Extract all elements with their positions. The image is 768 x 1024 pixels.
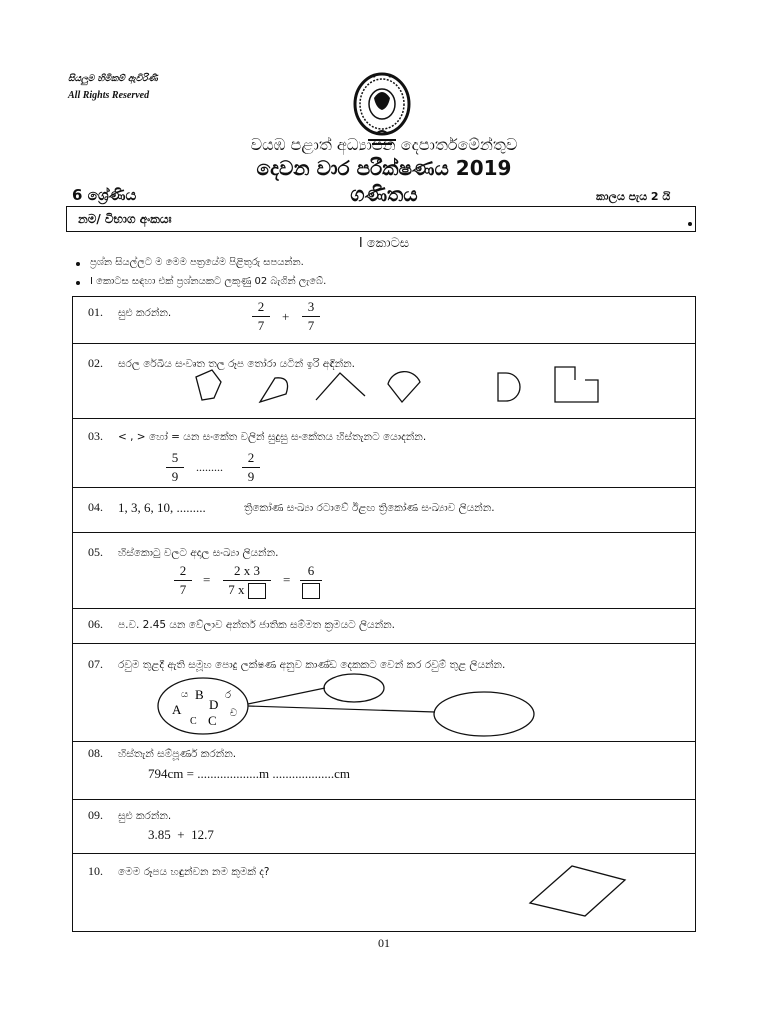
question-8-text: හිස්තැන් සම්පූර්ණ කරන්න.: [118, 748, 237, 760]
question-5-equals-2: =: [283, 572, 291, 587]
question-1-fraction-b: 3 7: [302, 299, 320, 334]
question-4-sequence: 1, 3, 6, 10, .........: [118, 500, 206, 515]
question-2-shapes: [190, 362, 620, 412]
set-item: ච: [230, 708, 238, 719]
question-1-fraction-a: 2 7: [252, 299, 270, 334]
question-7-number: 07.: [88, 657, 103, 671]
answer-circle-1: [324, 674, 384, 702]
set-item: ය: [181, 689, 189, 700]
set-item: D: [209, 697, 219, 712]
answer-circle-2: [434, 692, 534, 736]
time-allowed: කාලය පැය 2 යි: [596, 190, 671, 203]
question-4-text: ත්‍රිකෝණ සංඛ්‍යා රටාවේ ඊළඟ ත්‍රිකෝණ සංඛ්‍යාව ලියන්න.: [244, 502, 495, 514]
question-1-operator: +: [282, 309, 290, 324]
page-number: 01: [378, 936, 390, 950]
question-2-number: 02.: [88, 356, 103, 370]
divider: [72, 532, 696, 533]
part-title: I කොටස: [358, 236, 410, 251]
question-8-number: 08.: [88, 746, 103, 760]
question-3-blank[interactable]: .........: [196, 460, 223, 474]
question-3-text: < , > හෝ = යන සංකේත වලින් සුදුසු සංකේතය හිස්තැනට යොදන්න.: [118, 431, 427, 443]
question-6-text: ප.ව. 2.45 යන වේලාව අන්තර් ජාතික සම්මත ක්‍රමයට ලියන්න.: [118, 619, 395, 631]
set-item: B: [195, 687, 204, 702]
question-3-fraction-b: 2 9: [242, 450, 260, 485]
instruction-1: ප්‍රශ්න සියල්ලට ම මෙම පත්‍රයේම පිළිතුරු සපයන්න.: [90, 257, 304, 268]
question-10-parallelogram: [520, 858, 640, 918]
divider: [72, 853, 696, 854]
copyright-sinhala: සියලුම හිමිකම් ඇවිරිණි: [68, 74, 158, 84]
question-3-number: 03.: [88, 429, 103, 443]
question-5-text: හිස්කොටු වලට අදාල සංඛ්‍යා ලියන්න.: [118, 547, 279, 559]
question-10-number: 10.: [88, 864, 103, 878]
question-5-number: 05.: [88, 545, 103, 559]
pentagon-shape: [196, 370, 221, 400]
set-item: A: [172, 702, 182, 717]
question-3-fraction-a: 5 9: [166, 450, 184, 485]
question-5-fraction-b: 2 x 3 7 x: [223, 563, 271, 599]
grade-label: 6 ශ්‍රේණිය: [72, 186, 137, 204]
question-2-text: සරල රේඛීය සංවෘත තල රූප තෝරා යටින් ඉරි අඳින්න.: [118, 358, 355, 370]
divider: [72, 643, 696, 644]
question-5-fraction-a: 2 7: [174, 563, 192, 598]
question-1-text: සුළු කරන්න.: [118, 307, 172, 319]
question-5-fraction-c: 6: [300, 563, 322, 599]
set-item: C: [190, 716, 197, 727]
rhombus-shape: [530, 866, 625, 916]
bullet-icon: [76, 262, 80, 266]
set-item: ර: [225, 690, 232, 701]
d-shape: [498, 373, 520, 401]
copyright-english: All Rights Reserved: [68, 90, 150, 101]
question-4-number: 04.: [88, 500, 103, 514]
divider: [72, 608, 696, 609]
sector-shape: [388, 372, 420, 402]
question-1-number: 01.: [88, 305, 103, 319]
question-7-text: රවුම තුළදී ඇති සමූහ පොදු ලක්ෂණ අනුව කාණ්ඩ දෙකකට වෙන් කර රවුම් තුළ ලියන්න.: [118, 659, 506, 671]
answer-box[interactable]: [302, 583, 320, 599]
department-title: වයඹ පළාත් අධ්‍යාපන දෙපාර්තමේන්තුව: [250, 135, 518, 154]
set-item: C: [208, 713, 217, 728]
name-field-label: නම/ විභාග අංකයඃ: [78, 212, 172, 226]
name-field-dot: [688, 222, 692, 226]
divider: [72, 418, 696, 419]
angle-shape: [316, 373, 365, 400]
answer-box[interactable]: [248, 583, 266, 599]
question-9-expression: 3.85 + 12.7: [148, 827, 214, 842]
curved-shape: [260, 378, 288, 402]
question-6-number: 06.: [88, 617, 103, 631]
divider: [72, 343, 696, 344]
question-10-text: මෙම රූපය හඳුන්වන නම කුමක් ද?: [118, 866, 270, 878]
question-9-number: 09.: [88, 808, 103, 822]
bullet-icon: [76, 281, 80, 285]
open-square-shape: [555, 367, 598, 402]
question-7-venn: [150, 672, 540, 742]
question-8-expression[interactable]: 794cm = ...................m ...................cm: [148, 766, 350, 781]
question-5-equals-1: =: [203, 572, 211, 587]
divider: [72, 487, 696, 488]
divider: [72, 799, 696, 800]
exam-title: දෙවන වාර පරීක්ෂණය 2019: [256, 156, 512, 180]
instruction-2: I කොටස සඳහා එක් ප්‍රශ්නයකට ලකුණු 02 බැගින් ලැබේ.: [90, 276, 327, 287]
subject-title: ගණිතය: [350, 182, 418, 206]
question-9-text: සුළු කරන්න.: [118, 810, 172, 822]
